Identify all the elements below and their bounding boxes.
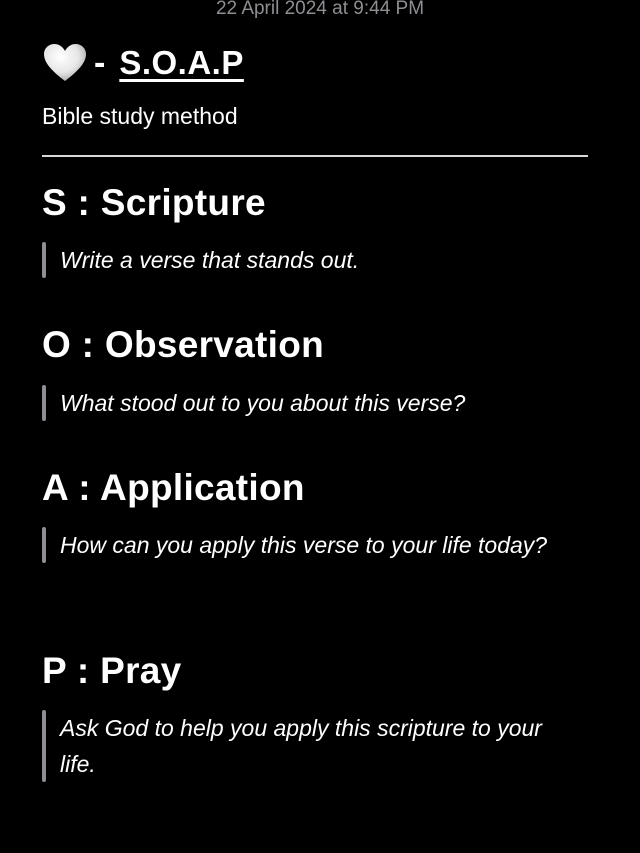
quote-bar (42, 527, 46, 563)
note-title-row (42, 42, 244, 84)
quote-text: How can you apply this verse to your life today? (60, 532, 548, 558)
quote-bar (42, 710, 46, 782)
section-heading-pray: P : Pray (42, 650, 182, 691)
quote-text: What stood out to you about this verse? (60, 390, 466, 416)
blockquote-scripture (42, 242, 550, 278)
section-heading-application: A : Application (42, 467, 305, 508)
quote-bar (42, 385, 46, 421)
divider-line (42, 155, 588, 157)
note-title: S.O.A.P (119, 44, 244, 81)
section-heading-observation: O : Observation (42, 324, 325, 365)
blockquote-application (42, 527, 550, 563)
note-timestamp: 22 April 2024 at 9:44 PM (215, 0, 425, 19)
quote-bar (42, 242, 46, 278)
white-heart-icon (42, 43, 88, 83)
note-subtitle: Bible study method (42, 103, 238, 129)
section-heading-scripture: S : Scripture (42, 182, 266, 223)
blockquote-observation (42, 385, 550, 421)
quote-text: Ask God to help you apply this scripture to your life. (60, 715, 542, 777)
blockquote-pray (42, 710, 550, 782)
quote-text: Write a verse that stands out. (60, 247, 360, 273)
title-dash: - (94, 44, 106, 82)
